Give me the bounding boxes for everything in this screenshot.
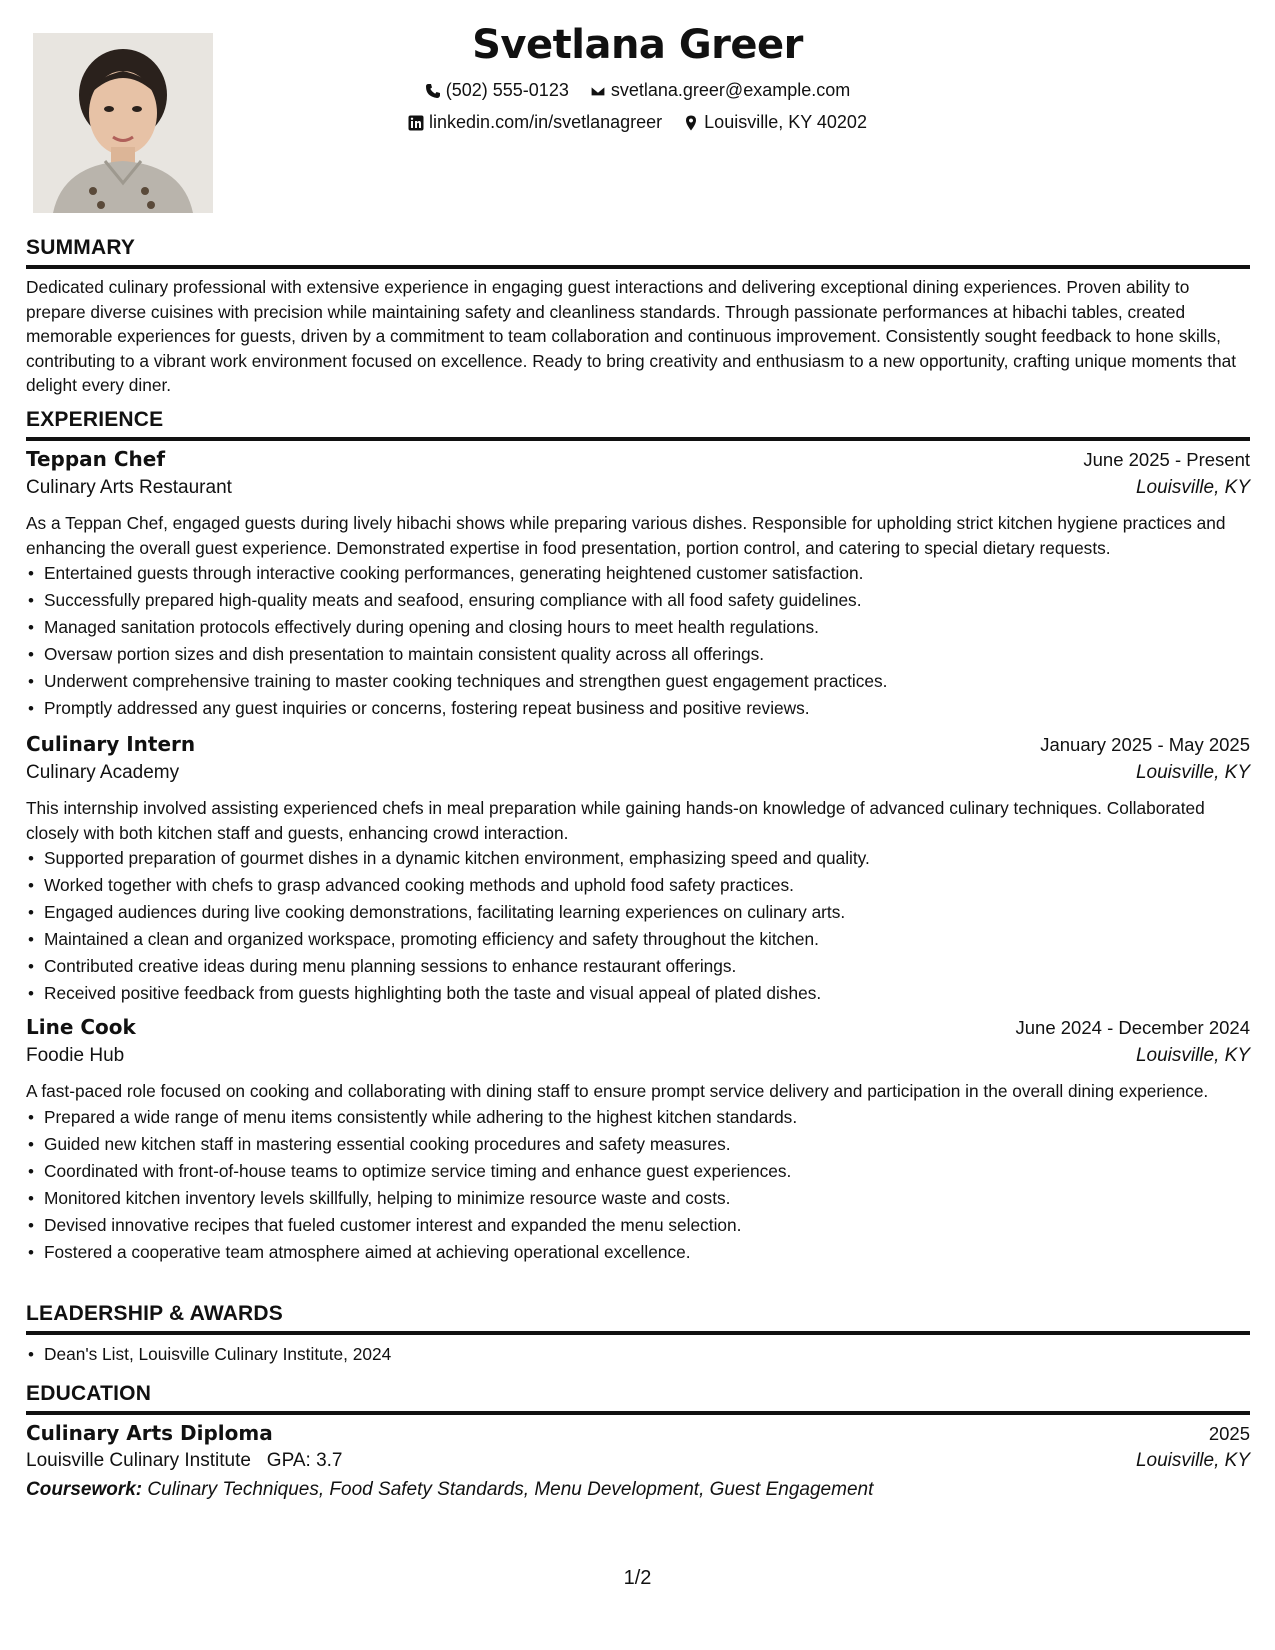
school-line [26, 1450, 342, 1472]
linkedin-contact[interactable] [408, 112, 662, 133]
coursework-label: Coursework: [26, 1479, 143, 1500]
job-dates: January 2025 - May 2025 [1040, 734, 1250, 755]
awards-heading: LEADERSHIP & AWARDS [26, 1302, 1250, 1335]
list-item: • Underwent comprehensive training to master cooking techniques and strengthen guest engagement practices. [26, 668, 1250, 695]
list-item: • Dean's List, Louisville Culinary Institute, 2024 [26, 1341, 1250, 1368]
list-item: • Guided new kitchen staff in mastering essential cooking procedures and safety measures. [26, 1131, 1250, 1158]
list-item: • Received positive feedback from guests highlighting both the taste and visual appeal of plated dishes. [26, 980, 1250, 1007]
list-item: • Worked together with chefs to grasp advanced cooking methods and uphold food safety practices. [26, 872, 1250, 899]
coursework-list: Culinary Techniques, Food Safety Standards, Menu Development, Guest Engagement [147, 1479, 874, 1500]
list-item: • Entertained guests through interactive cooking performances, generating heightened customer satisfaction. [26, 560, 1250, 587]
list-item: • Maintained a clean and organized workspace, promoting efficiency and safety throughout the kitchen. [26, 926, 1250, 953]
list-item: • Devised innovative recipes that fueled customer interest and expanded the menu selection. [26, 1212, 1250, 1239]
coursework [26, 1479, 1250, 1501]
job-dates: June 2025 - Present [1083, 449, 1250, 470]
job-description: This internship involved assisting experienced chefs in meal preparation while gaining hands-on knowledge of advanced culinary techniques. Collaborated closely with both kitchen staff and guests, enhancing crowd interaction. [26, 798, 1205, 843]
job-company: Foodie Hub [26, 1045, 125, 1066]
degree-title: Culinary Arts Diploma [26, 1421, 273, 1445]
phone-contact[interactable] [425, 80, 569, 101]
job-entry [26, 732, 1250, 1007]
job-company: Culinary Academy [26, 762, 180, 783]
education-heading: EDUCATION [26, 1382, 1250, 1415]
list-item: • Engaged audiences during live cooking demonstrations, facilitating learning experiences on culinary arts. [26, 899, 1250, 926]
email-text: svetlana.greer@example.com [610, 80, 851, 100]
list-item: • Supported preparation of gourmet dishes in a dynamic kitchen environment, emphasizing speed and quality. [26, 845, 1250, 872]
list-item: • Contributed creative ideas during menu planning sessions to enhance restaurant offerings. [26, 953, 1250, 980]
awards-list [26, 1341, 1250, 1368]
list-item: • Monitored kitchen inventory levels skillfully, helping to minimize resource waste and costs. [26, 1185, 1250, 1212]
phone-icon [425, 83, 441, 99]
list-item: • Successfully prepared high-quality meats and seafood, ensuring compliance with all food safety guidelines. [26, 587, 1250, 614]
job-title: Line Cook [26, 1015, 136, 1039]
job-entry [26, 1015, 1250, 1266]
job-bullets [26, 1104, 1250, 1266]
email-contact[interactable] [590, 80, 850, 101]
job-bullets [26, 560, 1250, 722]
job-location: Louisville, KY [1135, 762, 1250, 783]
school-location: Louisville, KY [1135, 1450, 1250, 1471]
job-location: Louisville, KY [1135, 1045, 1250, 1066]
graduation-year: 2025 [1208, 1423, 1250, 1444]
job-entry [26, 447, 1250, 722]
gpa: GPA: 3.7 [266, 1450, 343, 1471]
list-item: • Promptly addressed any guest inquiries or concerns, fostering repeat business and positive reviews. [26, 695, 1250, 722]
location-text: Louisville, KY 40202 [704, 112, 867, 132]
page-number: 1/2 [623, 1567, 652, 1589]
summary-text: Dedicated culinary professional with extensive experience in engaging guest interactions and delivering exceptional dining experiences. Proven ability to prepare diverse cuisines with precision while maintaining safety and cleanliness standards. Through passionate performances at hibachi tables, created memorable experiences for guests, driven by a commitment to team collaboration and continuous improvement. Consistently sought feedback to hone skills, contributing to a vibrant work environment focused on excellence. Ready to bring creativity and enthusiasm to a new opportunity, crafting unique moments that delight every diner. [26, 277, 1237, 395]
job-location: Louisville, KY [1135, 477, 1250, 498]
list-item: • Managed sanitation protocols effectively during opening and closing hours to meet health regulations. [26, 614, 1250, 641]
linkedin-icon [408, 115, 424, 131]
location-contact [683, 112, 867, 133]
job-dates: June 2024 - December 2024 [1015, 1017, 1250, 1038]
job-description: As a Teppan Chef, engaged guests during lively hibachi shows while preparing various dishes. Responsible for upholding strict kitchen hygiene practices and enhancing the overall guest experience. Demonstrated expertise in food presentation, portion control, and catering to special dietary requests. [26, 513, 1226, 558]
education-section [26, 1382, 1250, 1501]
envelope-icon [590, 83, 606, 99]
school-name: Louisville Culinary Institute [26, 1450, 251, 1471]
job-company: Culinary Arts Restaurant [26, 477, 232, 498]
list-item: • Prepared a wide range of menu items consistently while adhering to the highest kitchen standards. [26, 1104, 1250, 1131]
list-item: • Coordinated with front-of-house teams to optimize service timing and enhance guest experiences. [26, 1158, 1250, 1185]
job-title: Culinary Intern [26, 732, 196, 756]
contact-line-1 [0, 80, 1275, 104]
experience-heading: EXPERIENCE [26, 408, 1250, 441]
list-item: • Fostered a cooperative team atmosphere aimed at achieving operational excellence. [26, 1239, 1250, 1266]
experience-section [26, 408, 1250, 1266]
job-bullets [26, 845, 1250, 1007]
summary-section [26, 236, 1250, 398]
job-description: A fast-paced role focused on cooking and collaborating with dining staff to ensure prompt service delivery and participation in the overall dining experience. [26, 1081, 1209, 1101]
linkedin-text: linkedin.com/in/svetlanagreer [429, 112, 663, 132]
list-item: • Oversaw portion sizes and dish presentation to maintain consistent quality across all offerings. [26, 641, 1250, 668]
awards-section [26, 1302, 1250, 1368]
contact-line-2 [0, 112, 1275, 136]
candidate-name: Svetlana Greer [472, 22, 803, 68]
job-title: Teppan Chef [26, 447, 166, 471]
phone-text: (502) 555-0123 [445, 80, 569, 100]
summary-heading: SUMMARY [26, 236, 1250, 269]
map-pin-icon [683, 115, 699, 131]
